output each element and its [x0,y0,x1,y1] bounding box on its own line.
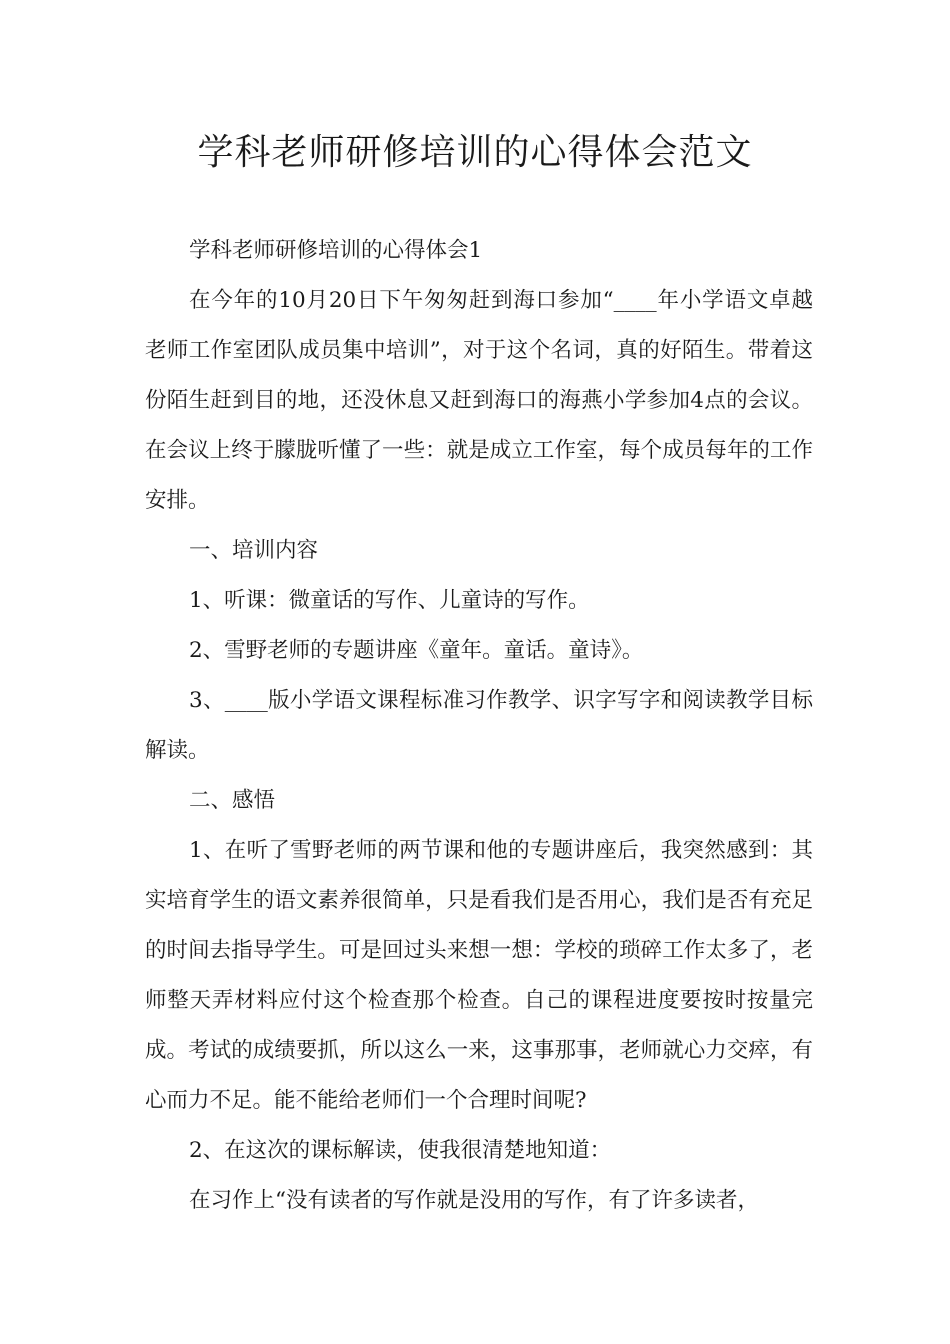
document-title: 学科老师研修培训的心得体会范文 [197,132,753,173]
paragraph: 2、在这次的课标解读，使我很清楚地知道： [189,1138,612,1163]
list-item: 2、雪野老师的专题讲座《童年。童话。童诗》。 [189,638,644,663]
list-item: 3、____版小学语文课程标准习作教学、识字写字和阅读教学目标解读。 [145,688,813,763]
document-body [145,226,813,1226]
list-item: 1、听课：微童话的写作、儿童诗的写作。 [189,588,590,613]
paragraph: 1、在听了雪野老师的两节课和他的专题讲座后，我突然感到：其实培育学生的语文素养很简单，只是看我们是否用心，我们是否有充足的时间去指导学生。可是回过头来想一想：学校的琐碎工作太多了，老师整天弄材料应付这个检查那个检查。自己的课程进度要按时按量完成。考试的成绩要抓，所以这么一来，这事那事，老师就心力交瘁，有心而力不足。能不能给老师们一个合理时间呢? [145,838,813,1113]
paragraph: 在今年的10月20日下午匆匆赶到海口参加“____年小学语文卓越老师工作室团队成员集中培训”，对于这个名词，真的好陌生。带着这份陌生赶到目的地，还没休息又赶到海口的海燕小学参加4点的会议。在会议上终于朦胧听懂了一些：就是成立工作室，每个成员每年的工作安排。 [145,288,813,513]
section-heading: 学科老师研修培训的心得体会1 [189,238,483,263]
paragraph: 在习作上“没有读者的写作就是没用的写作，有了许多读者， [189,1188,759,1213]
section-heading: 二、感悟 [189,788,276,813]
section-heading: 一、培训内容 [189,538,319,563]
